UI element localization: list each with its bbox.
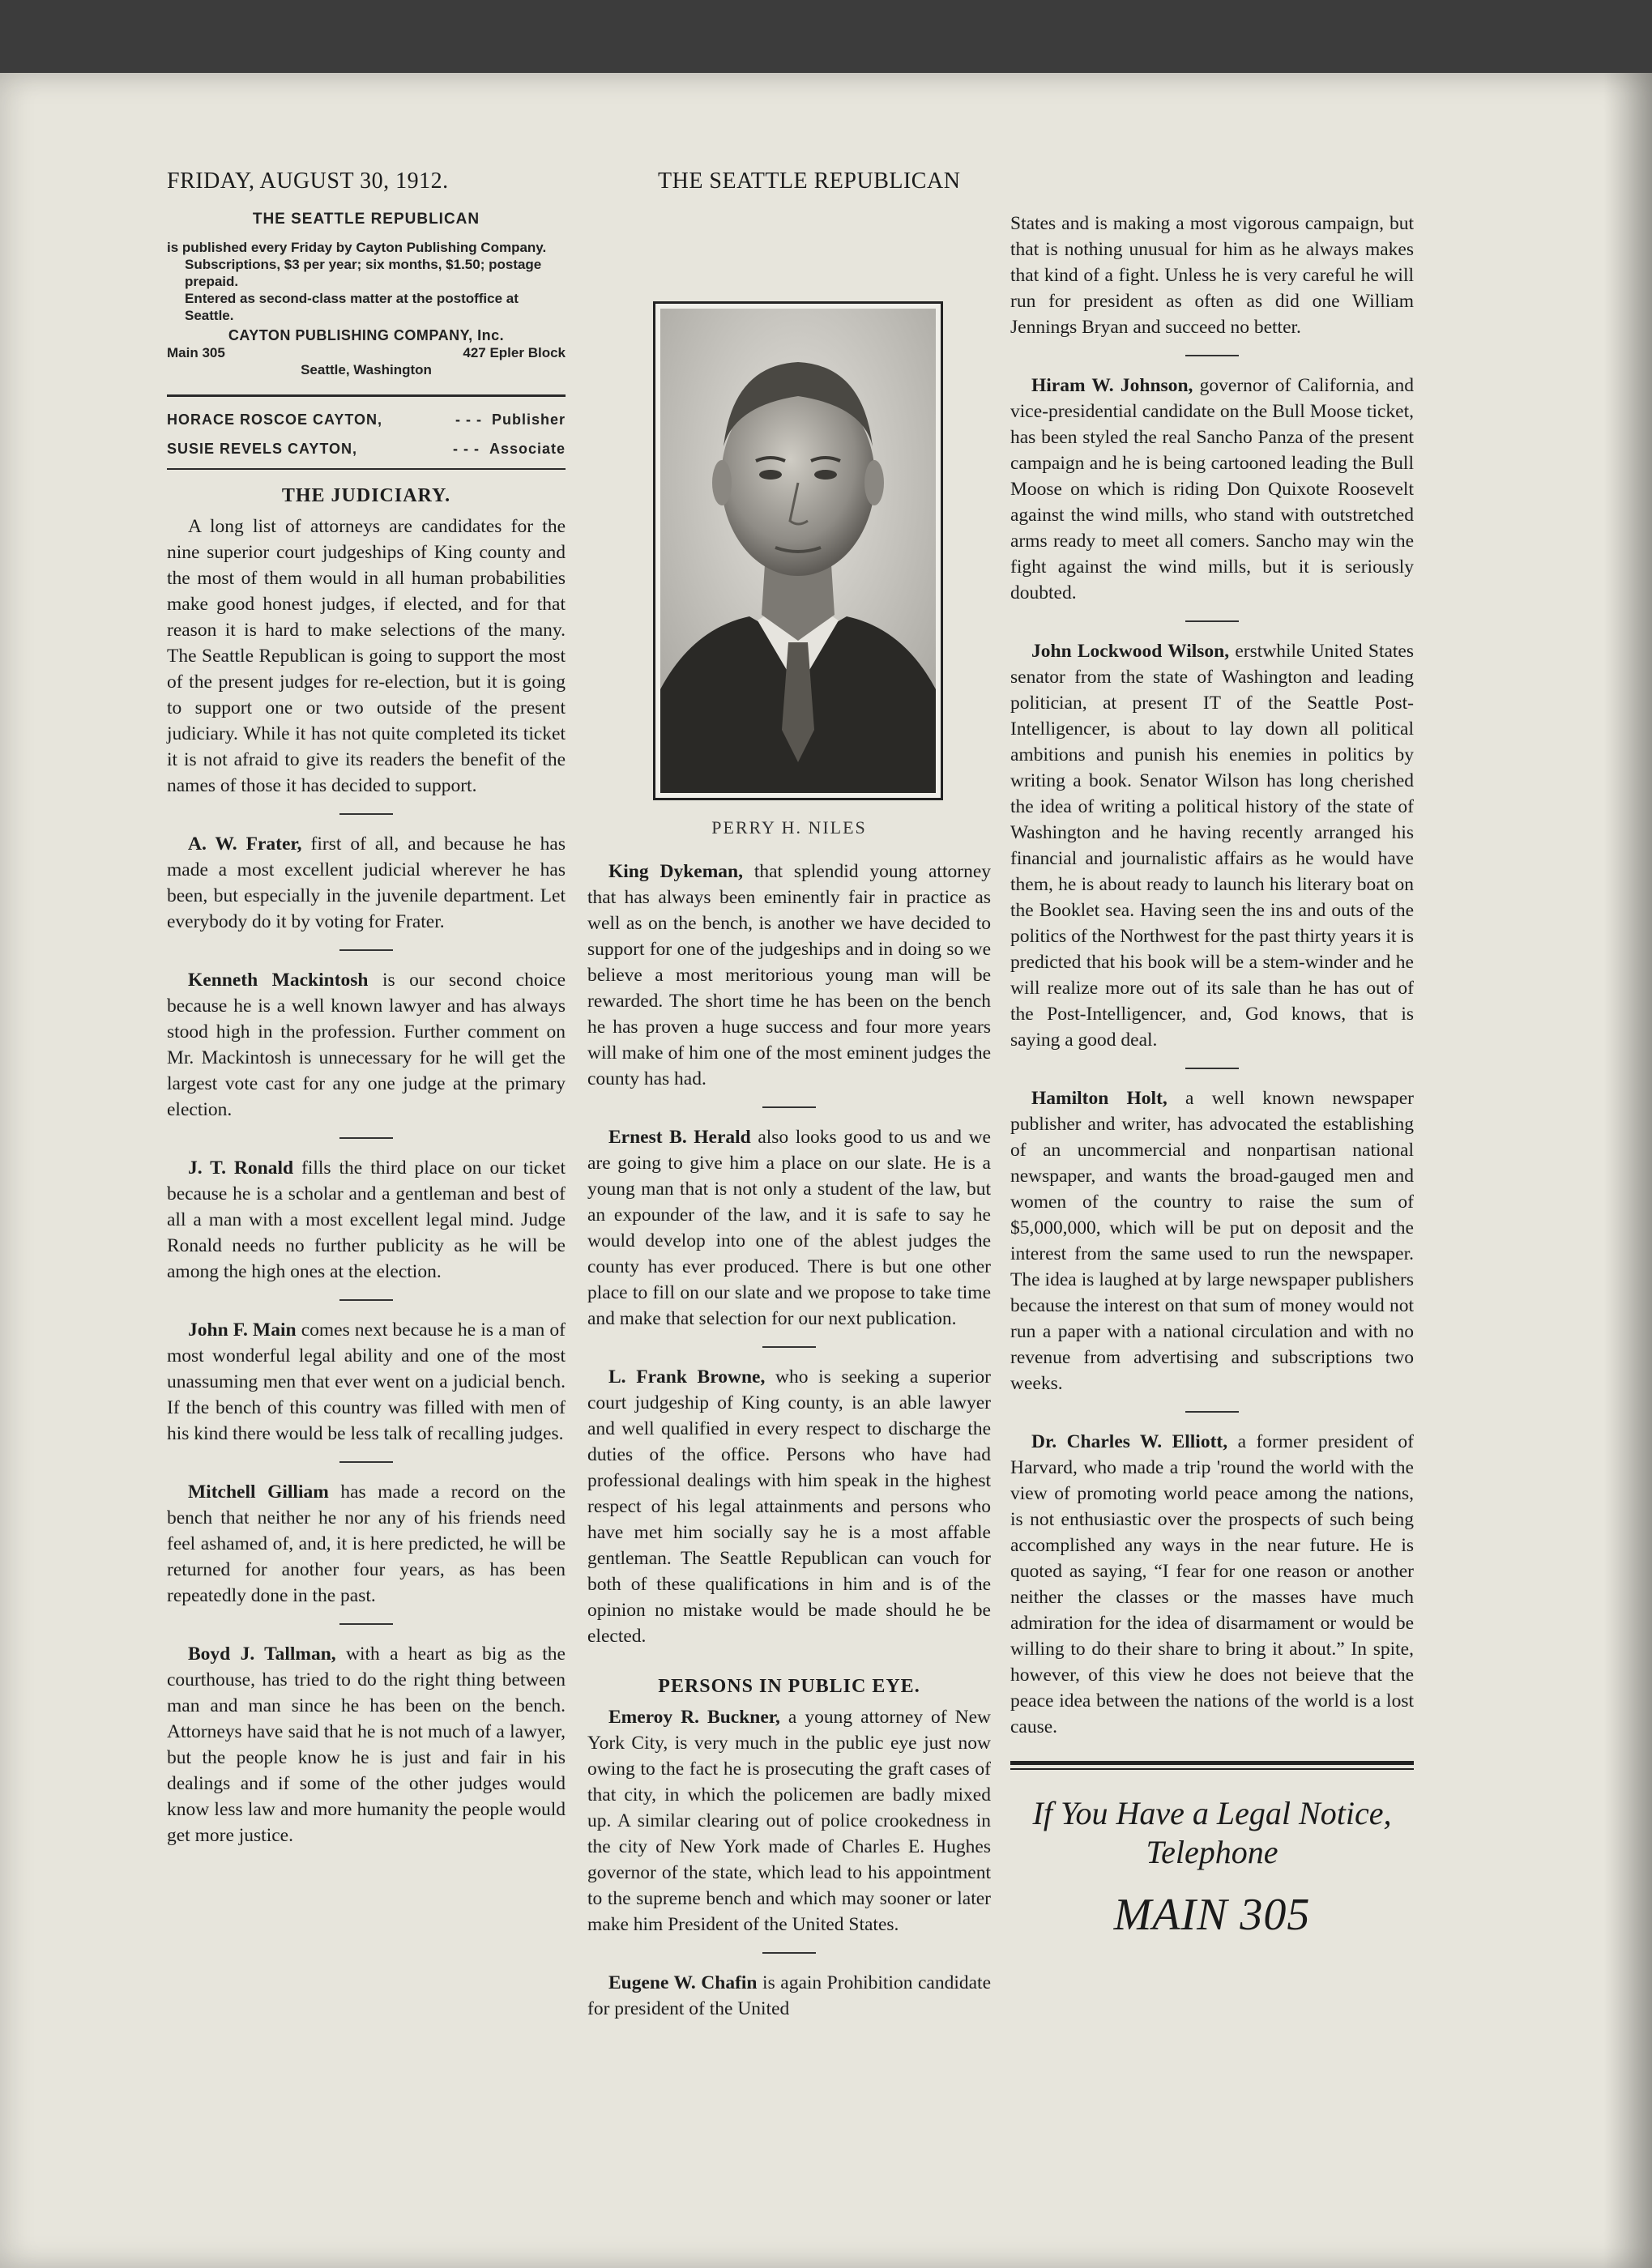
separator [762, 1952, 816, 1954]
masthead-address: 427 Epler Block [463, 345, 566, 360]
article-text: who is seeking a superior court judgeship of King county, is an able lawyer and well qualified in every respect to discharge the duties of the office. Persons who have had professional dealings with him speak in the highest respect of his legal attainments and persons who have met him socially say he is a most affable gentleman. The Seattle Republican can vouch for both of these qualifications in him and is of the opinion no mistake would be made should he be elected. [587, 1366, 991, 1647]
article-johnson [1010, 373, 1414, 606]
portrait-photo [653, 301, 943, 800]
article-holt [1010, 1085, 1414, 1396]
masthead [167, 211, 566, 378]
ad-line-2: Telephone [1146, 1834, 1278, 1870]
article-text: with a heart as big as the courthouse, has tried to do the right thing between man and man since he has been on the bench. Attorneys have said that he is not much of a lawyer, but the people know he is just and fair in his dealings and if some of the other judges would know less law and more humanity the people would get more justice. [167, 1643, 566, 1846]
article-main [167, 1317, 566, 1447]
staff-role: Publisher [491, 411, 566, 428]
article-frater [167, 831, 566, 935]
article-lead: King Dykeman, [608, 861, 743, 882]
separator [1185, 1411, 1239, 1413]
ad-phone: MAIN 305 [1113, 1890, 1311, 1940]
staff-rule [167, 468, 566, 470]
masthead-contact-row [167, 344, 566, 361]
staff-name: HORACE ROSCOE CAYTON, [167, 411, 383, 428]
article-lead: Eugene W. Chafin [608, 1972, 758, 1993]
article-text: has made a record on the bench that neither he nor any of his friends need feel ashamed of, and, it is here predicted, he will be returned for another four years, as has been repeatedly done in the past. [167, 1481, 566, 1606]
article-text: a young attorney of New York City, is very much in the public eye just now owing to the fact he is prosecuting the graft cases of that city, in which the policemen are badly mixed up. A similar clearing out of police crookedness in the city of New York made of Charles E. Hughes governor of the state, which lead to his appointment to the supreme bench and which may sooner or later make him President of the United States. [587, 1707, 992, 1935]
separator [1185, 355, 1239, 356]
ad-line-1: If You Have a Legal Notice, [1032, 1795, 1392, 1831]
portrait-image [660, 309, 936, 793]
portrait-illustration [660, 309, 936, 793]
article-ronald [167, 1155, 566, 1285]
article-text: erstwhile United States senator from the state of Washington and leading politician, at present IT of the Seattle Post-Intelligencer, is about to lay down all political ambitions and punish his enemies in politics by writing a book. Senator Wilson has long cherished the idea of writing a political history of the state of Washington and he having recently arranged his financial and journalistic affairs as he would have them, he is about ready to launch his literary boat on the Booklet sea. Having seen the ins and outs of the politics of the Northwest for the past thirty years it is predicted that his book will be a stem-winder and he will realize more out of its sale than he has out of the Post-Intelligencer, and, God knows, that is saying a good deal. [1010, 641, 1415, 1051]
article-chafin-continued: States and is making a most vigorous campaign, but that is nothing unusual for him as he always makes that kind of a fight. Unless he is very careful he will run for president as often as did one William Jennings Bryan and succeed no better. [1010, 213, 1414, 338]
article-browne [587, 1364, 991, 1649]
article-herald [587, 1124, 991, 1332]
article-text: that splendid young attorney that has always been eminently fair in practice as well as on the bench, is another we have decided to support for one of the judgeships and in doing so we believe a most meritorious young man will be rewarded. The short time he has been on the bench he has proven a huge success and four more years will make of him one of the most eminent judges the county has had. [587, 861, 992, 1089]
staff-publisher [167, 405, 566, 434]
article-mackintosh [167, 967, 566, 1123]
article-lead: Dr. Charles W. Elliott, [1031, 1431, 1228, 1452]
separator [339, 1299, 393, 1301]
column-2 [587, 211, 991, 2028]
column-3 [1010, 211, 1414, 1943]
article-text: a former president of Harvard, who made a trip 'round the world with the view of promoting world peace among the nations, is not enthusiastic over the prospects of such being accomplished any ways in the near future. He is quoted as saying, “I fear for one reason or another neither the classes or the masses have much admiration for the idea of disarmament or would be willing to do their share to bring it about.” In spite, however, of this view he does not beieve that the peace idea between the nations of the world is a lost cause. [1010, 1431, 1414, 1737]
article-text: governor of California, and vice-presidential candidate on the Bull Moose ticket, has been styled the real Sancho Panza of the present campaign and he is being cartooned leading the Bull Moose on which is riding Don Quixote Roosevelt against the wind mills, who stand with outstretched arms ready to meet all comers. Sancho may win the fight against the wind mills, but it is seriously doubted. [1010, 375, 1414, 603]
article-text: is again Prohibition candidate for president of the United [587, 1972, 992, 2019]
article-text: a well known newspaper publisher and writer, has advocated the establishing of an uncommercial and nonpartisan national newspaper, and wants the broad-gauged men and women of the country to raise the sum of $5,000,000, which will be put on deposit and the interest from the same used to run the newspaper. The idea is laughed at by large newspaper publishers because the interest on that sum of money would not run a paper with a national circulation and with no revenue from advertising and subscriptions two weeks. [1010, 1088, 1414, 1394]
article-dykeman [587, 859, 991, 1092]
staff-dots: - - - [455, 411, 482, 428]
article-gilliam [167, 1479, 566, 1609]
masthead-rule [167, 394, 566, 397]
separator [1185, 620, 1239, 622]
masthead-entry: Entered as second-class matter at the postoffice at Seattle. [185, 291, 519, 323]
separator [762, 1346, 816, 1348]
article-lead: A. W. Frater, [188, 833, 302, 855]
article-text: is our second choice because he is a well known lawyer and has always stood high in the profession. Further comment on Mr. Mackintosh is unnecessary for he will get the largest vote cast for any one judge at the primary election. [167, 970, 566, 1120]
article-lead: Ernest B. Herald [608, 1127, 751, 1148]
separator [339, 813, 393, 815]
article-lead: Kenneth Mackintosh [188, 970, 369, 991]
article-lead: John F. Main [188, 1319, 297, 1341]
staff-associate [167, 434, 566, 463]
separator [339, 949, 393, 951]
separator [762, 1106, 816, 1108]
masthead-name: THE SEATTLE REPUBLICAN [252, 211, 480, 228]
staff-name: SUSIE REVELS CAYTON, [167, 441, 358, 457]
judiciary-heading: THE JUDICIARY. [281, 485, 451, 506]
portrait-caption: PERRY H. NILES [711, 817, 867, 838]
article-chafin [587, 1970, 991, 2022]
article-wilson [1010, 638, 1414, 1053]
article-text: also looks good to us and we are going to give him a place on our slate. He is a young man that is not only a student of the law, but an expounder of the law, and it is safe to say he would develop into one of the ablest judges the county has ever produced. There is but one other place to fill on our slate and we propose to take time and make that selection for our next publication. [587, 1127, 991, 1329]
separator [339, 1137, 393, 1139]
article-lead: Emeroy R. Buckner, [608, 1707, 780, 1728]
issue-date: FRIDAY, AUGUST 30, 1912. [167, 168, 449, 194]
article-buckner [587, 1704, 991, 1938]
article-text: fills the third place on our ticket because he is a scholar and a gentleman and best of all a man with a most excellent legal mind. Judge Ronald needs no further publicity as he will be among the high ones at the election. [167, 1157, 566, 1282]
newspaper-page [0, 73, 1652, 2268]
article-text: comes next because he is a man of most wonderful legal ability and one of the most unassuming men that ever went on a judicial bench. If the bench of this country was filled with men of his kind there would be less talk of recalling judges. [167, 1319, 566, 1444]
staff-dots: - - - [452, 441, 480, 457]
judiciary-intro: A long list of attorneys are candidates for the nine superior court judgeships of King county and the most of them would in all human probabilities make good honest judges, if elected, and for that reason it is hard to make selections of the many. The Seattle Republican is going to support the most of the present judges for re-election, but it is going to support one or two outside of the present judiciary. While it has not quite completed its ticket it is not afraid to give its readers the benefit of the names of those it has decided to support. [167, 516, 566, 796]
masthead-publication-line: is published every Friday by Cayton Publishing Company. [167, 240, 547, 255]
masthead-company: CAYTON PUBLISHING COMPANY, Inc. [228, 327, 505, 343]
separator [1185, 1068, 1239, 1069]
separator [339, 1623, 393, 1625]
staff-role: Associate [489, 441, 566, 457]
article-lead: L. Frank Browne, [608, 1366, 766, 1388]
article-lead: Hamilton Holt, [1031, 1088, 1167, 1109]
public-eye-heading: PERSONS IN PUBLIC EYE. [658, 1676, 920, 1697]
article-lead: Mitchell Gilliam [188, 1481, 329, 1503]
masthead-phone: Main 305 [167, 345, 225, 360]
article-lead: John Lockwood Wilson, [1031, 641, 1230, 662]
article-lead: Hiram W. Johnson, [1031, 375, 1193, 396]
masthead-city: Seattle, Washington [301, 362, 432, 377]
article-lead: J. T. Ronald [188, 1157, 294, 1179]
ad-rule [1010, 1768, 1414, 1770]
separator [339, 1461, 393, 1463]
running-title: THE SEATTLE REPUBLICAN [658, 168, 961, 194]
article-tallman [167, 1641, 566, 1848]
masthead-subscriptions: Subscriptions, $3 per year; six months, $1.50; postage prepaid. [185, 257, 542, 289]
article-elliott [1010, 1429, 1414, 1740]
column-1 [167, 211, 566, 1855]
legal-notice-ad [1010, 1761, 1414, 1943]
article-text: first of all, and because he has made a most excellent judicial wherever he has been, but especially in the juvenile department. Let everybody do it by voting for Frater. [167, 833, 566, 932]
article-lead: Boyd J. Tallman, [188, 1643, 336, 1665]
